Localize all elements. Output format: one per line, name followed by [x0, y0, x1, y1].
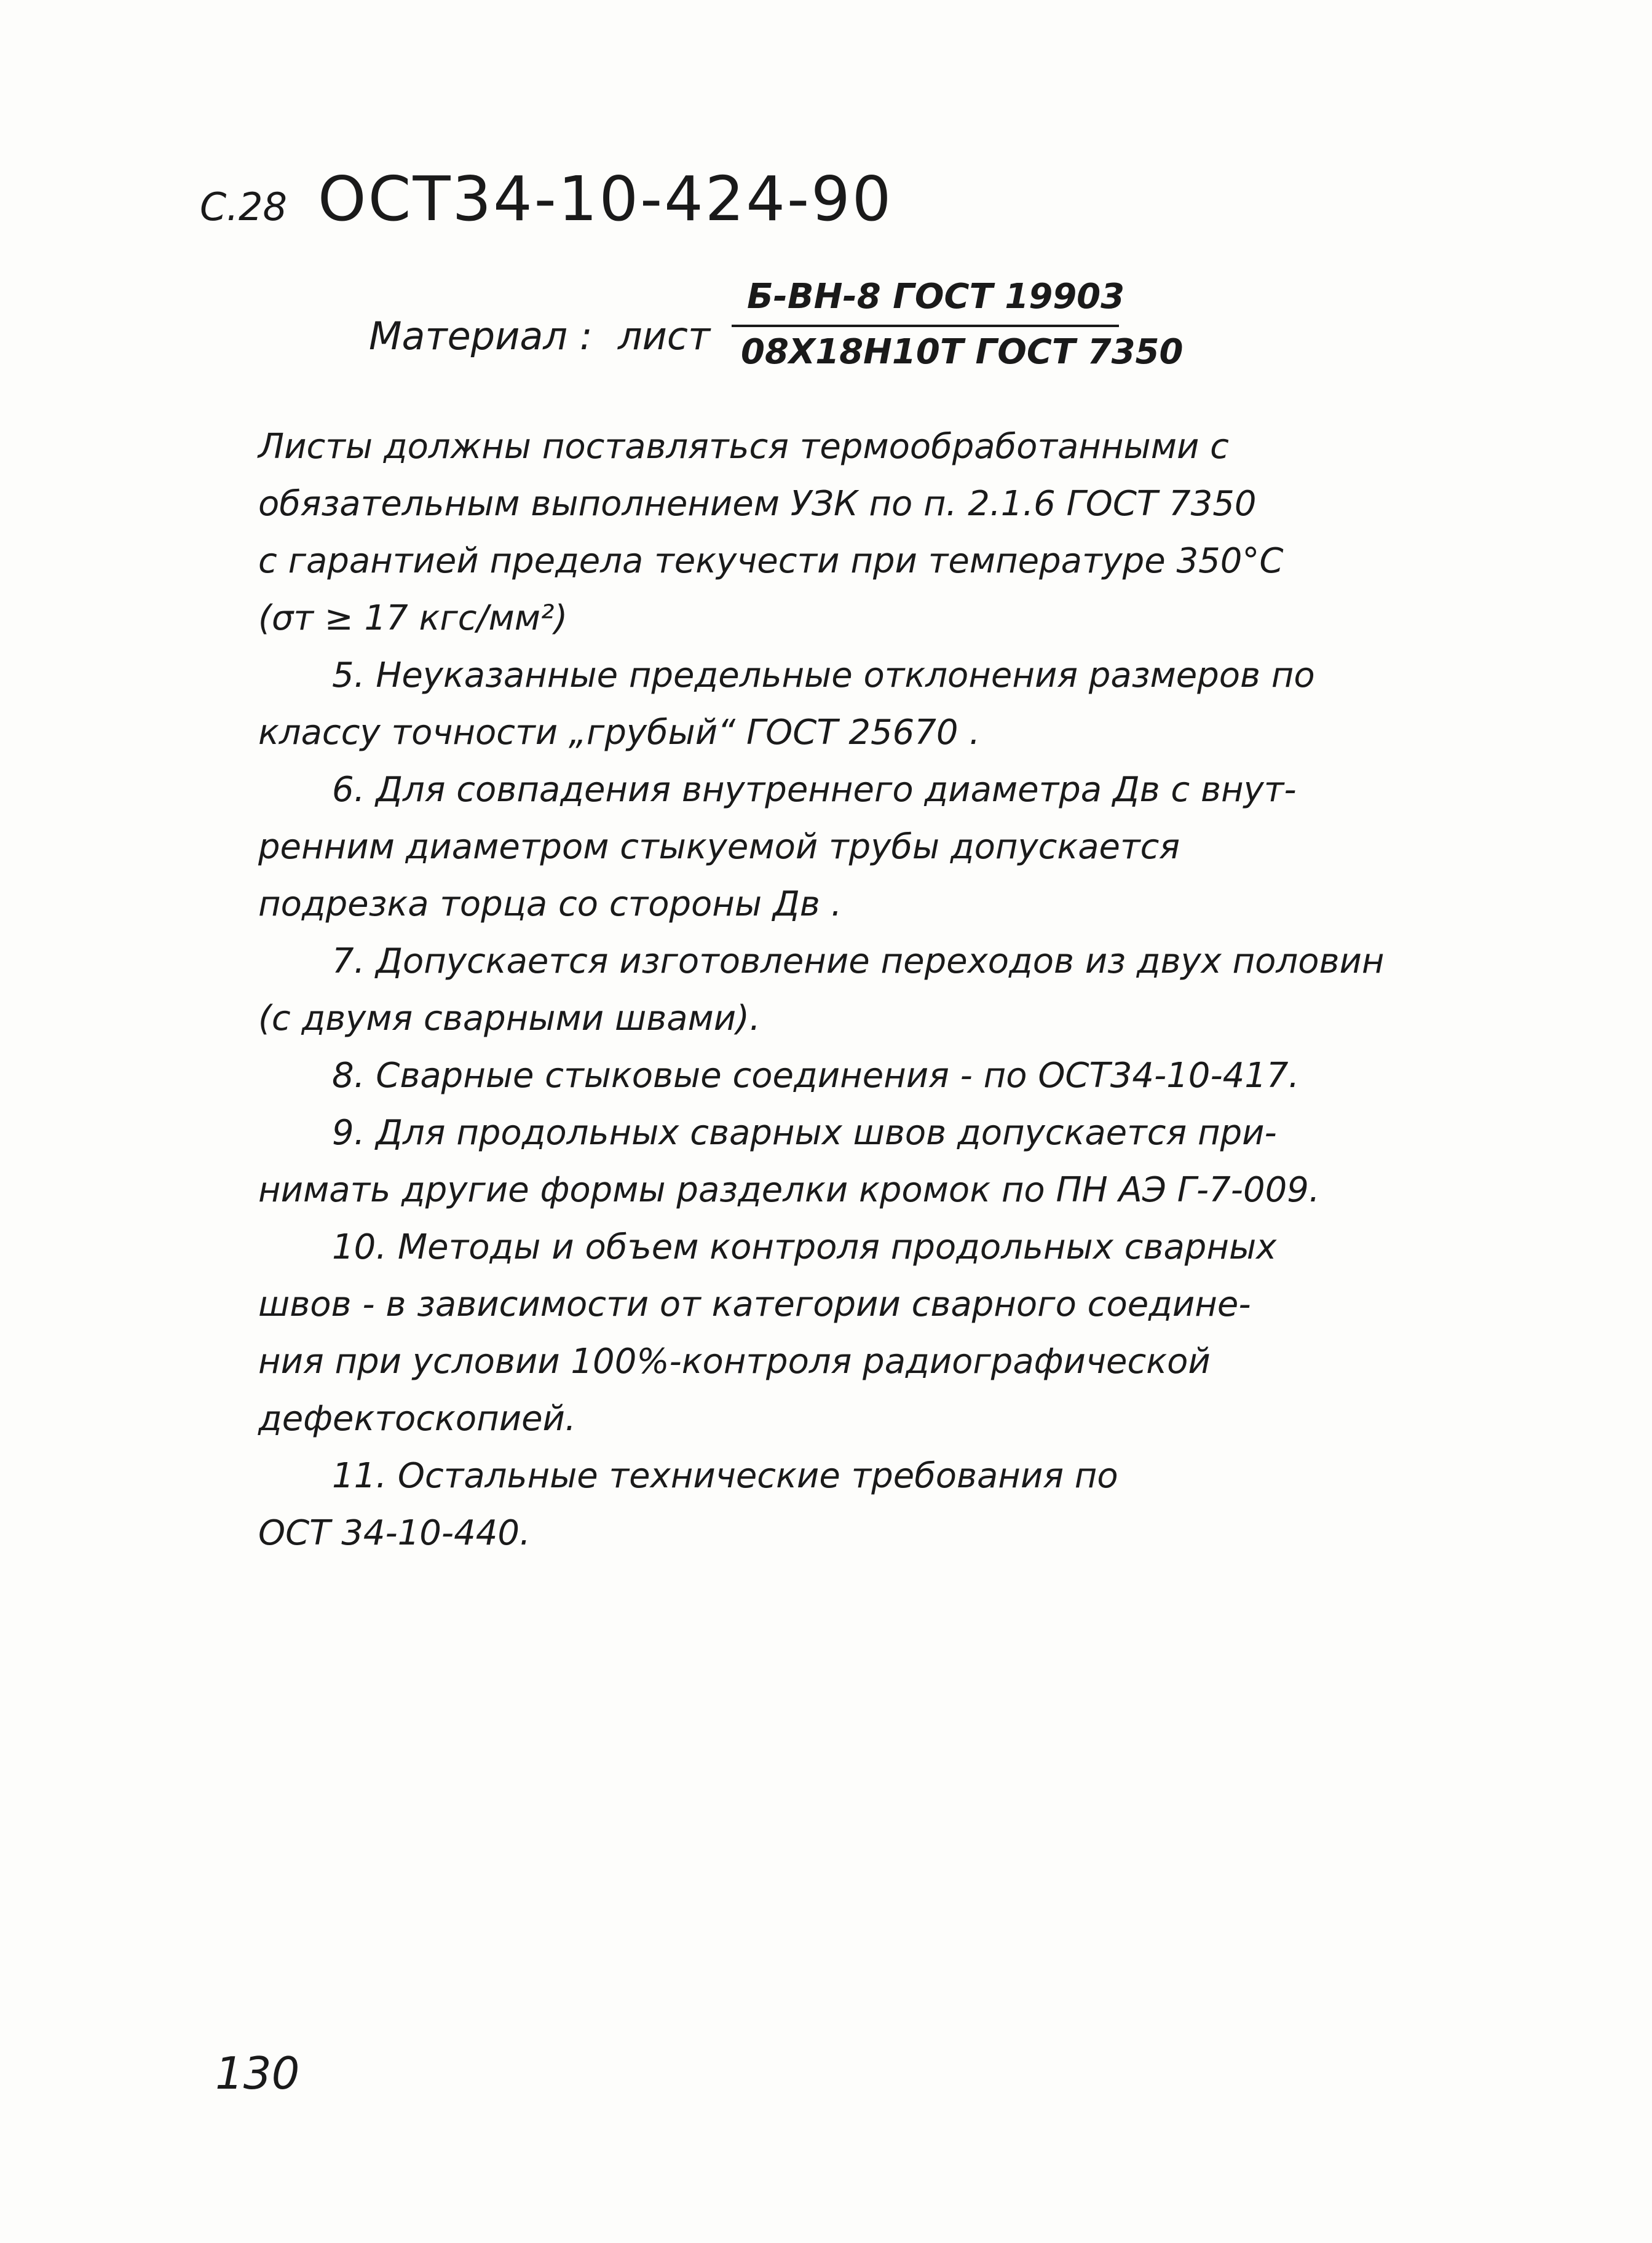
text-line: с гарантией предела текучести при температуре 350°С	[258, 541, 1284, 581]
text-line: 6. Для совпадения внутреннего диаметра Дв с внут-	[332, 770, 1297, 810]
page-header	[200, 163, 893, 235]
sheet-number: 130	[215, 2047, 300, 2099]
material-label: Материал :	[369, 314, 593, 358]
text-line: дефектоскопией.	[258, 1399, 576, 1439]
material-spec	[369, 271, 1184, 394]
page-number: С.28	[200, 184, 287, 229]
text-line: швов - в зависимости от категории сварного соедине-	[258, 1284, 1251, 1324]
material-numerator: Б-ВН-8 ГОСТ 19903	[747, 277, 1125, 317]
material-sheet-label: лист	[618, 314, 711, 358]
text-line: ния при условии 100%-контроля радиографической	[258, 1342, 1211, 1382]
text-line: 8. Сварные стыковые соединения - по ОСТ34-10-417.	[332, 1056, 1300, 1096]
text-line: подрезка торца со стороны Дв .	[258, 884, 842, 924]
requirements-text	[258, 418, 1476, 1562]
text-line: ОСТ 34-10-440.	[258, 1513, 531, 1553]
text-line: 5. Неуказанные предельные отклонения размеров по	[332, 655, 1315, 695]
material-denominator: 08Х18Н10Т ГОСТ 7350	[741, 332, 1184, 372]
text-line: 11. Остальные технические требования по	[332, 1456, 1118, 1496]
text-line: классу точности „грубый“ ГОСТ 25670 .	[258, 713, 981, 753]
text-line: нимать другие формы разделки кромок по ПН АЭ Г-7-009.	[258, 1170, 1320, 1210]
text-line: Листы должны поставляться термообработанными с	[258, 427, 1229, 467]
text-line: (σт ≥ 17 кгс/мм²)	[258, 598, 568, 638]
text-line: (с двумя сварными швами).	[258, 999, 761, 1038]
text-line: 10. Методы и объем контроля продольных сварных	[332, 1227, 1277, 1267]
text-line: обязательным выполнением УЗК по п. 2.1.6 ГОСТ 7350	[258, 484, 1257, 524]
fraction-line	[732, 325, 1119, 327]
text-line: ренним диаметром стыкуемой трубы допускается	[258, 827, 1180, 867]
text-line: 9. Для продольных сварных швов допускается при-	[332, 1113, 1277, 1153]
text-line: 7. Допускается изготовление переходов из двух половин	[332, 941, 1385, 981]
standard-code: ОСТ34-10-424-90	[317, 163, 893, 235]
